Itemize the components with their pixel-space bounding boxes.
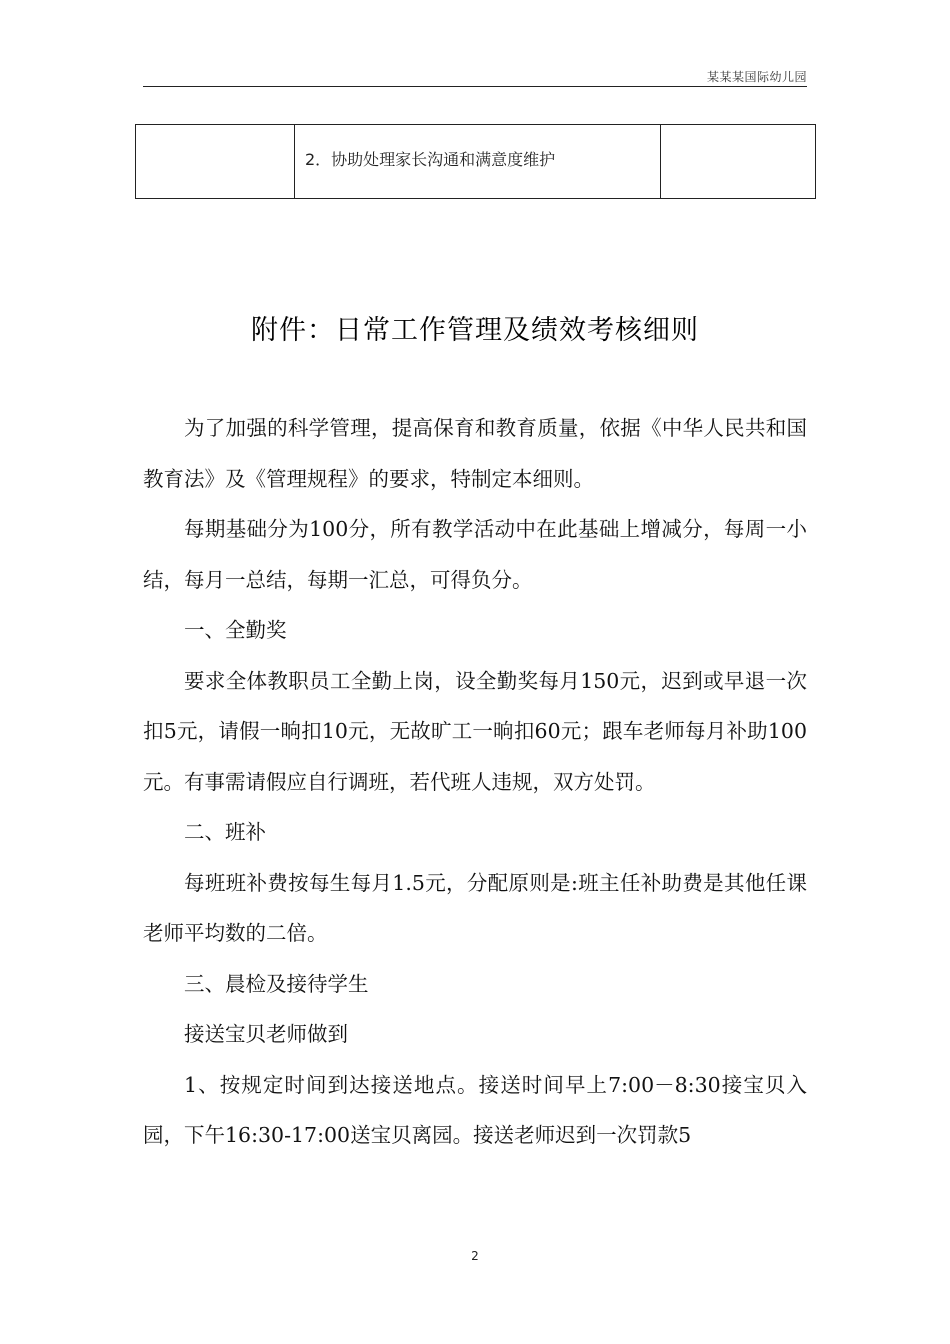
section-heading-morning-check: 三、晨检及接待学生	[184, 971, 369, 996]
pickup-intro-paragraph: 接送宝贝老师做到	[184, 1022, 348, 1046]
page-number: 2	[471, 1249, 479, 1263]
header-organization-name: 某某某国际幼儿园	[706, 70, 807, 84]
section-heading-attendance: 一、全勤奖	[184, 618, 287, 642]
intro-paragraph: 为了加强的科学管理，提高保育和教育质量，依据《中华人民共和国教育法》及《管理规程》的要求，特制定本细则。	[143, 416, 807, 491]
table-cell	[661, 125, 816, 199]
attendance-paragraph: 要求全体教职员工全勤上岗，设全勤奖每月150元，迟到或早退一次扣5元，请假一晌扣10元，无故旷工一晌扣60元；跟车老师每月补助100元。有事需请假应自行调班，若代班人违规，双方处罚。	[143, 668, 807, 794]
table-cell	[295, 125, 661, 199]
document-title: 附件：日常工作管理及绩效考核细则	[251, 315, 699, 346]
continuation-table	[135, 124, 816, 199]
table-row	[136, 125, 816, 199]
base-score-paragraph: 每期基础分为100分，所有教学活动中在此基础上增减分，每周一小结，每月一总结，每期一汇总，可得负分。	[143, 517, 807, 592]
pickup-rule-paragraph: 1、按规定时间到达接送地点。接送时间早上7:00－8:30接宝贝入园，下午16:30-17:00送宝贝离园。接送老师迟到一次罚款5	[143, 1072, 807, 1147]
class-subsidy-paragraph: 每班班补费按每生每月1.5元，分配原则是:班主任补助费是其他任课老师平均数的二倍。	[143, 870, 807, 945]
header-divider	[143, 86, 807, 87]
table-cell	[136, 125, 295, 199]
document-body	[143, 403, 807, 1161]
section-heading-class-subsidy: 二、班补	[184, 820, 266, 844]
table-cell-text: 2．协助处理家长沟通和满意度维护	[305, 150, 556, 169]
